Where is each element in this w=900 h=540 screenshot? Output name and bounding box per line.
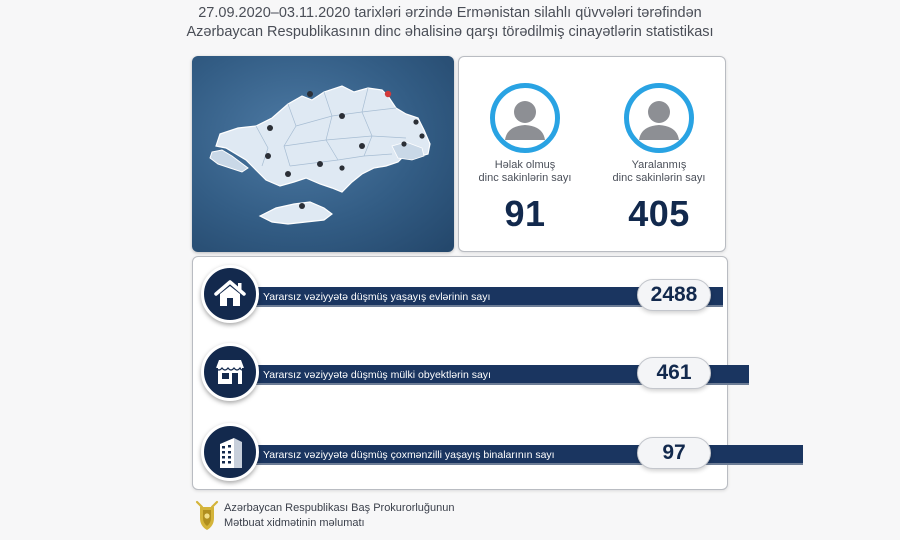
title-line-2: Azərbaycan Respublikasının dinc əhalisinə qarşı törədilmiş cinayətlərin statistikası bbox=[186, 24, 714, 40]
damaged-apartment-buildings-row bbox=[193, 421, 729, 487]
damaged-houses-row bbox=[193, 263, 729, 329]
wounded-civilians-count: 405 bbox=[628, 193, 690, 234]
title-line-1: 27.09.2020–03.11.2020 tarixləri ərzində Ermənistan silahlı qüvvələri tərəfindən bbox=[198, 5, 702, 21]
map-mainland bbox=[216, 86, 430, 192]
casualty-stats-card bbox=[458, 56, 726, 252]
damaged-civil-objects-count: 461 bbox=[637, 357, 711, 389]
map-exclave bbox=[260, 202, 332, 224]
damaged-civil-objects-row bbox=[193, 341, 729, 407]
prosecutor-emblem-icon bbox=[194, 498, 220, 532]
killed-civilians-stat bbox=[465, 83, 585, 235]
wounded-civilians-label: Yaralanmış dinc sakinlərin sayı bbox=[612, 159, 706, 184]
person-icon bbox=[490, 83, 560, 153]
person-icon bbox=[624, 83, 694, 153]
shop-icon bbox=[201, 343, 259, 401]
footer-line-1: Azərbaycan Respublikası Baş Prokurorluğunun bbox=[224, 502, 455, 514]
killed-civilians-label: Həlak olmuş dinc sakinlərin sayı bbox=[478, 159, 572, 184]
house-icon bbox=[201, 265, 259, 323]
damaged-civil-objects-label: Yararsız vəziyyətə düşmüş mülki obyektlərin sayı bbox=[243, 365, 749, 385]
page-title bbox=[150, 4, 750, 42]
wounded-civilians-stat bbox=[599, 83, 719, 235]
footer-text bbox=[224, 501, 455, 531]
damaged-houses-count: 2488 bbox=[637, 279, 711, 311]
footer-line-2: Mətbuat xidmətinin məlumatı bbox=[224, 517, 365, 529]
azerbaijan-map bbox=[192, 56, 454, 252]
killed-civilians-count: 91 bbox=[504, 193, 546, 234]
footer-source bbox=[194, 498, 574, 534]
damaged-houses-label: Yararsız vəziyyətə düşmüş yaşayış evlərinin sayı bbox=[243, 287, 723, 307]
damaged-apartment-buildings-label: Yararsız vəziyyətə düşmüş çoxmənzilli yaşayış binalarının sayı bbox=[243, 445, 803, 465]
map-panel bbox=[192, 56, 454, 252]
damaged-apartment-buildings-count: 97 bbox=[637, 437, 711, 469]
damage-stats-card bbox=[192, 256, 728, 490]
apartment-building-icon bbox=[201, 423, 259, 481]
